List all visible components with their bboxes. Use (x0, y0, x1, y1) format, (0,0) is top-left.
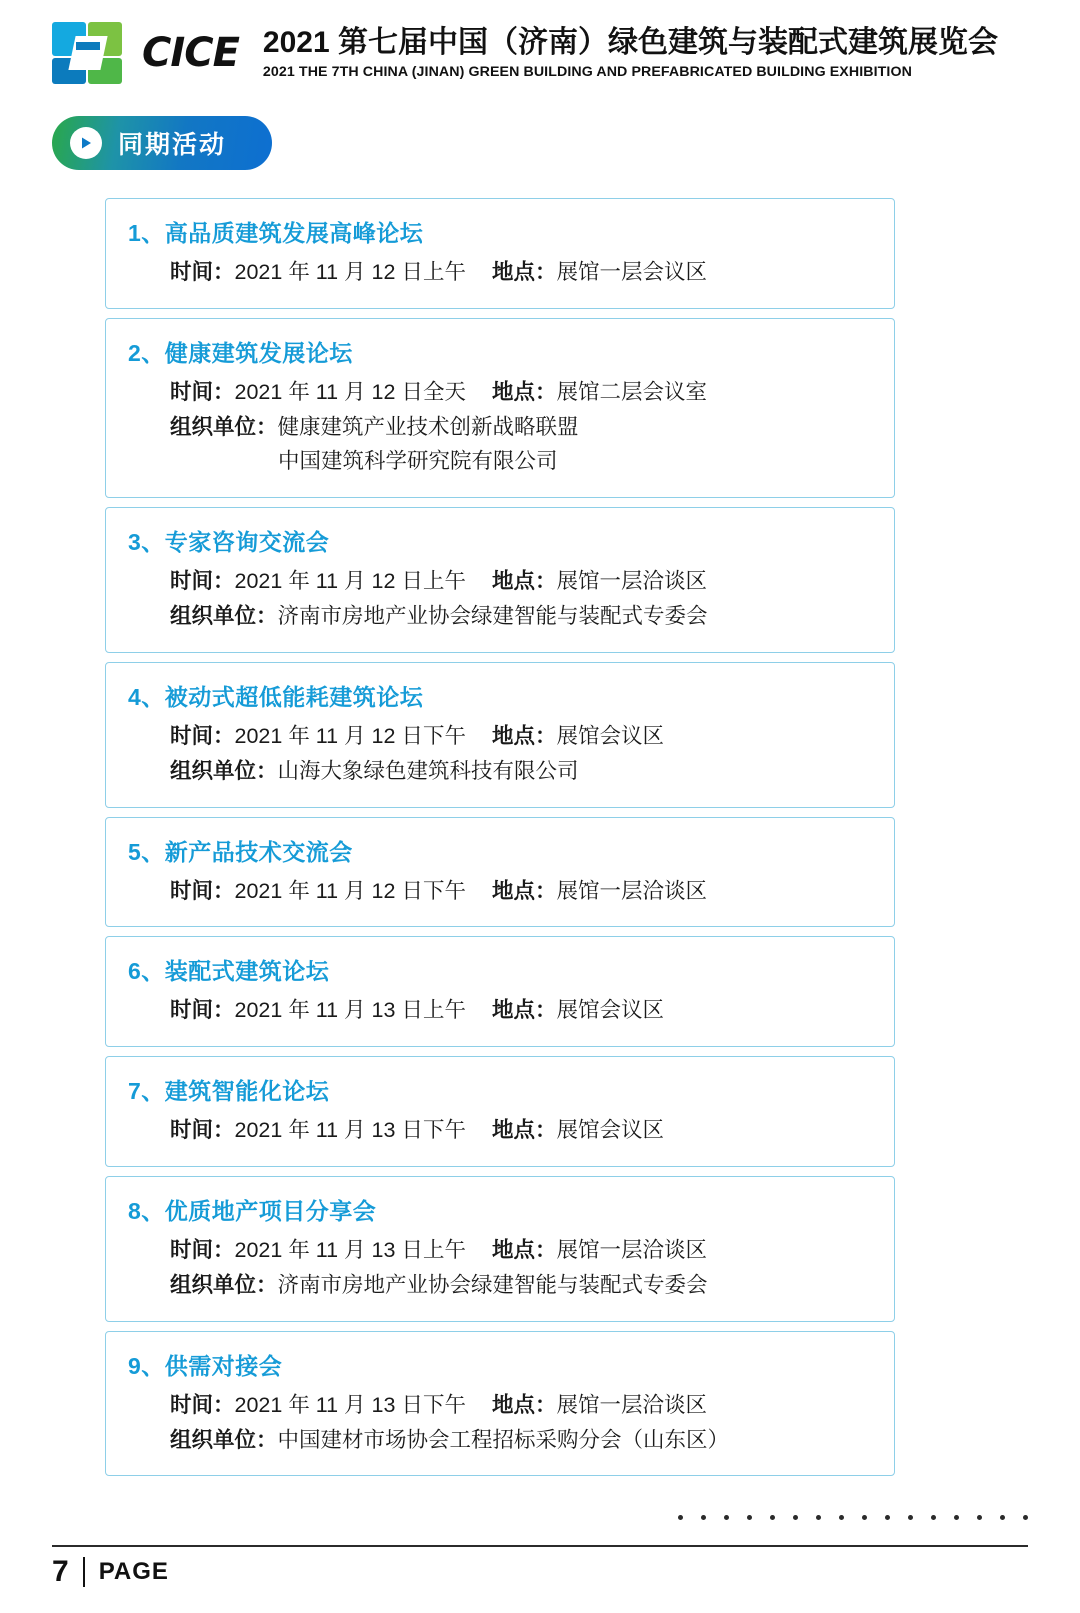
list-item (105, 936, 895, 1047)
footer-divider (52, 1545, 1028, 1547)
event-time-place: 时间：2021 年 11 月 12 日下午 地点：展馆一层洽谈区 (170, 878, 707, 903)
page-footer (0, 1493, 1080, 1613)
footer-dot (977, 1515, 982, 1520)
list-item (105, 198, 895, 309)
footer-dot (954, 1515, 959, 1520)
list-item (105, 1056, 895, 1167)
cice-logo-icon (52, 22, 124, 84)
page-subtitle: 2021 THE 7TH CHINA (JINAN) GREEN BUILDING AND PREFABRICATED BUILDING EXHIBITION (262, 64, 912, 81)
event-title: 7、建筑智能化论坛 (128, 1078, 330, 1105)
footer-dot (908, 1515, 913, 1520)
section-heading-wrap (0, 98, 1080, 170)
event-title: 5、新产品技术交流会 (128, 838, 353, 865)
event-title: 9、供需对接会 (128, 1352, 283, 1379)
footer-dot (931, 1515, 936, 1520)
list-item (105, 1331, 895, 1477)
event-list (105, 198, 895, 1476)
event-time-place: 时间：2021 年 11 月 13 日上午 地点：展馆一层洽谈区 (170, 1238, 707, 1263)
footer-dot (678, 1515, 683, 1520)
event-organizer: 组织单位：山海大象绿色建筑科技有限公司 (170, 758, 579, 783)
event-time-place: 时间：2021 年 11 月 12 日下午 地点：展馆会议区 (170, 723, 664, 748)
event-title: 8、优质地产项目分享会 (128, 1198, 377, 1225)
footer-dot (747, 1515, 752, 1520)
event-title: 6、装配式建筑论坛 (128, 958, 330, 985)
event-time-place: 时间：2021 年 11 月 13 日下午 地点：展馆一层洽谈区 (170, 1392, 707, 1417)
page-title: 2021 第七届中国（济南）绿色建筑与装配式建筑展览会 (262, 25, 998, 59)
page-header (0, 0, 1080, 98)
section-heading-pill (52, 116, 272, 170)
footer-dot (1000, 1515, 1005, 1520)
header-title-block (263, 26, 998, 81)
list-item (105, 662, 895, 808)
footer-dot (1023, 1515, 1028, 1520)
event-time-place: 时间：2021 年 11 月 13 日下午 地点：展馆会议区 (170, 1118, 664, 1143)
event-time-place: 时间：2021 年 11 月 12 日全天 地点：展馆二层会议室 (170, 379, 707, 404)
footer-dot (701, 1515, 706, 1520)
event-title: 3、专家咨询交流会 (128, 529, 330, 556)
event-organizer: 组织单位：济南市房地产业协会绿建智能与装配式专委会 (170, 1272, 708, 1297)
footer-dot (862, 1515, 867, 1520)
event-title: 2、健康建筑发展论坛 (128, 339, 353, 366)
footer-dot (885, 1515, 890, 1520)
play-circle-icon (70, 127, 102, 159)
footer-dot (839, 1515, 844, 1520)
event-organizer: 组织单位：中国建材市场协会工程招标采购分会（山东区） (170, 1427, 730, 1452)
list-item (105, 507, 895, 653)
page-number-block (52, 1555, 169, 1589)
list-item (105, 318, 895, 498)
event-organizer-extra: 中国建筑科学研究院有限公司 (278, 449, 558, 474)
event-time-place: 时间：2021 年 11 月 13 日上午 地点：展馆会议区 (170, 998, 664, 1023)
event-title: 1、高品质建筑发展高峰论坛 (128, 220, 424, 246)
footer-dot (724, 1515, 729, 1520)
event-organizer: 组织单位：健康建筑产业技术创新战略联盟 (170, 414, 579, 439)
footer-dots (678, 1515, 1028, 1520)
page-label: PAGE (98, 1558, 169, 1585)
logo-wordmark: CICE (142, 30, 239, 76)
list-item (105, 817, 895, 928)
page-number-divider (83, 1557, 85, 1587)
section-heading-label: 同期活动 (118, 131, 227, 159)
event-time-place: 时间：2021 年 11 月 12 日上午 地点：展馆一层会议区 (170, 260, 707, 284)
footer-dot (793, 1515, 798, 1520)
event-title: 4、被动式超低能耗建筑论坛 (128, 683, 424, 710)
event-time-place: 时间：2021 年 11 月 12 日上午 地点：展馆一层洽谈区 (170, 569, 707, 594)
footer-dot (816, 1515, 821, 1520)
event-organizer: 组织单位：济南市房地产业协会绿建智能与装配式专委会 (170, 604, 708, 629)
footer-dot (770, 1515, 775, 1520)
list-item (105, 1176, 895, 1322)
page-number: 7 (52, 1555, 69, 1588)
